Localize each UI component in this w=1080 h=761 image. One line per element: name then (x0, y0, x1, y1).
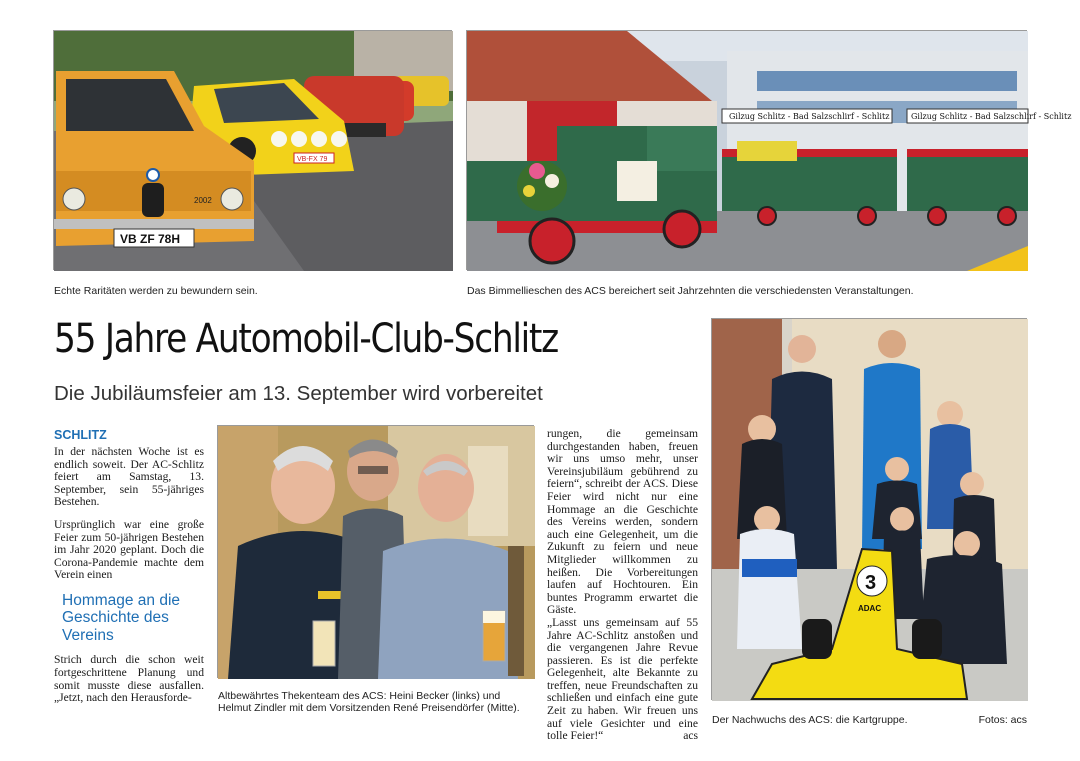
article-headline: 55 Jahre Automobil-Club-Schlitz (54, 316, 558, 362)
photo-caption-thekenteam: Altbewährtes Thekenteam des ACS: Heini Becker (links) und Helmut Zindler mit dem Vorsitzenden René Preisendörfer (Mitte). (218, 690, 520, 714)
photo-thekenteam (217, 425, 534, 678)
kart-label: ADAC (858, 604, 882, 613)
article-paragraph: Ursprünglich war eine große Feier zum 50-jährigen Bestehen im Jahr 2020 geplant. Doch die Corona-Pandemie machte dem Verein einen (54, 517, 204, 582)
article-column-1 (54, 428, 204, 705)
yellow-car-plate: VB-FX 79 (297, 156, 328, 163)
train-sign-2: Gilzug Schlitz - Bad Salzschlirf - Schlitz (911, 112, 1072, 121)
thekenteam-illustration (218, 426, 535, 679)
article-subheadline: Die Jubiläumsfeier am 13. September wird vorbereitet (54, 382, 543, 405)
photo-caption-train: Das Bimmellieschen des ACS bereichert seit Jahrzehnten die verschiedensten Veranstaltungen. (467, 285, 914, 297)
bmw-plate: VB ZF 78H (120, 232, 181, 246)
article-column-3 (547, 428, 698, 743)
kartgruppe-illustration (712, 319, 1028, 701)
photo-credit: Fotos: acs (978, 714, 1027, 726)
article-subheading: Hommage an die Geschichte des Vereins (62, 591, 181, 644)
photo-caption-cars: Echte Raritäten werden zu bewundern sein. (54, 285, 258, 297)
article-paragraph: Strich durch die schon weit fortgeschrittene Planung und somit musste diese ausfallen. „Jetzt, nach den Herausforde- (54, 653, 204, 705)
train-sign-1: Gilzug Schlitz - Bad Salzschlirf - Schlitz (729, 112, 890, 121)
article-paragraph: rungen, die gemeinsam durchgestanden haben, freuen wir uns umso mehr, unser Vereinsjubiläum gebührend zu feiern“, schreibt der ACS. Diese Feier wird nicht nur eine Hommage an die Geschichte des Vereins werden, sondern auch eine Gelegenheit, um die Zukunft zu feiern und neue Mitglieder willkommen zu heißen. Die Vorbereitungen laufen auf Hochtouren. Ein buntes Programm erwartet die Gäste. (547, 427, 698, 617)
photo-bimmel-train (466, 30, 1072, 270)
article-dateline: SCHLITZ (54, 428, 107, 442)
photo-kartgruppe (711, 318, 1027, 700)
author-sign: acs (683, 729, 698, 743)
photo-caption-kartgruppe: Der Nachwuchs des ACS: die Kartgruppe. (712, 714, 908, 726)
kart-number: 3 (865, 572, 877, 594)
bmw-badge: 2002 (194, 196, 212, 205)
train-illustration (467, 31, 1072, 271)
article-paragraph: In der nächsten Woche ist es endlich soweit. Der AC-Schlitz feiert am Samstag, 13. September, sein 55-jähriges Bestehen. (54, 445, 204, 509)
article-paragraph: „Lasst uns gemeinsam auf 55 Jahre AC-Schlitz anstoßen und die vergangenen Jahre Revue passieren. Es ist die perfekte Gelegenheit, alte Bekannte zu treffen, neue Freundschaften zu schließen und einfach eine gute Zeit zu haben. Wir freuen uns auf viele Gesichter und eine tolle Feier!“ (547, 615, 698, 743)
photo-classic-cars (53, 30, 452, 270)
classic-cars-illustration (54, 31, 453, 271)
